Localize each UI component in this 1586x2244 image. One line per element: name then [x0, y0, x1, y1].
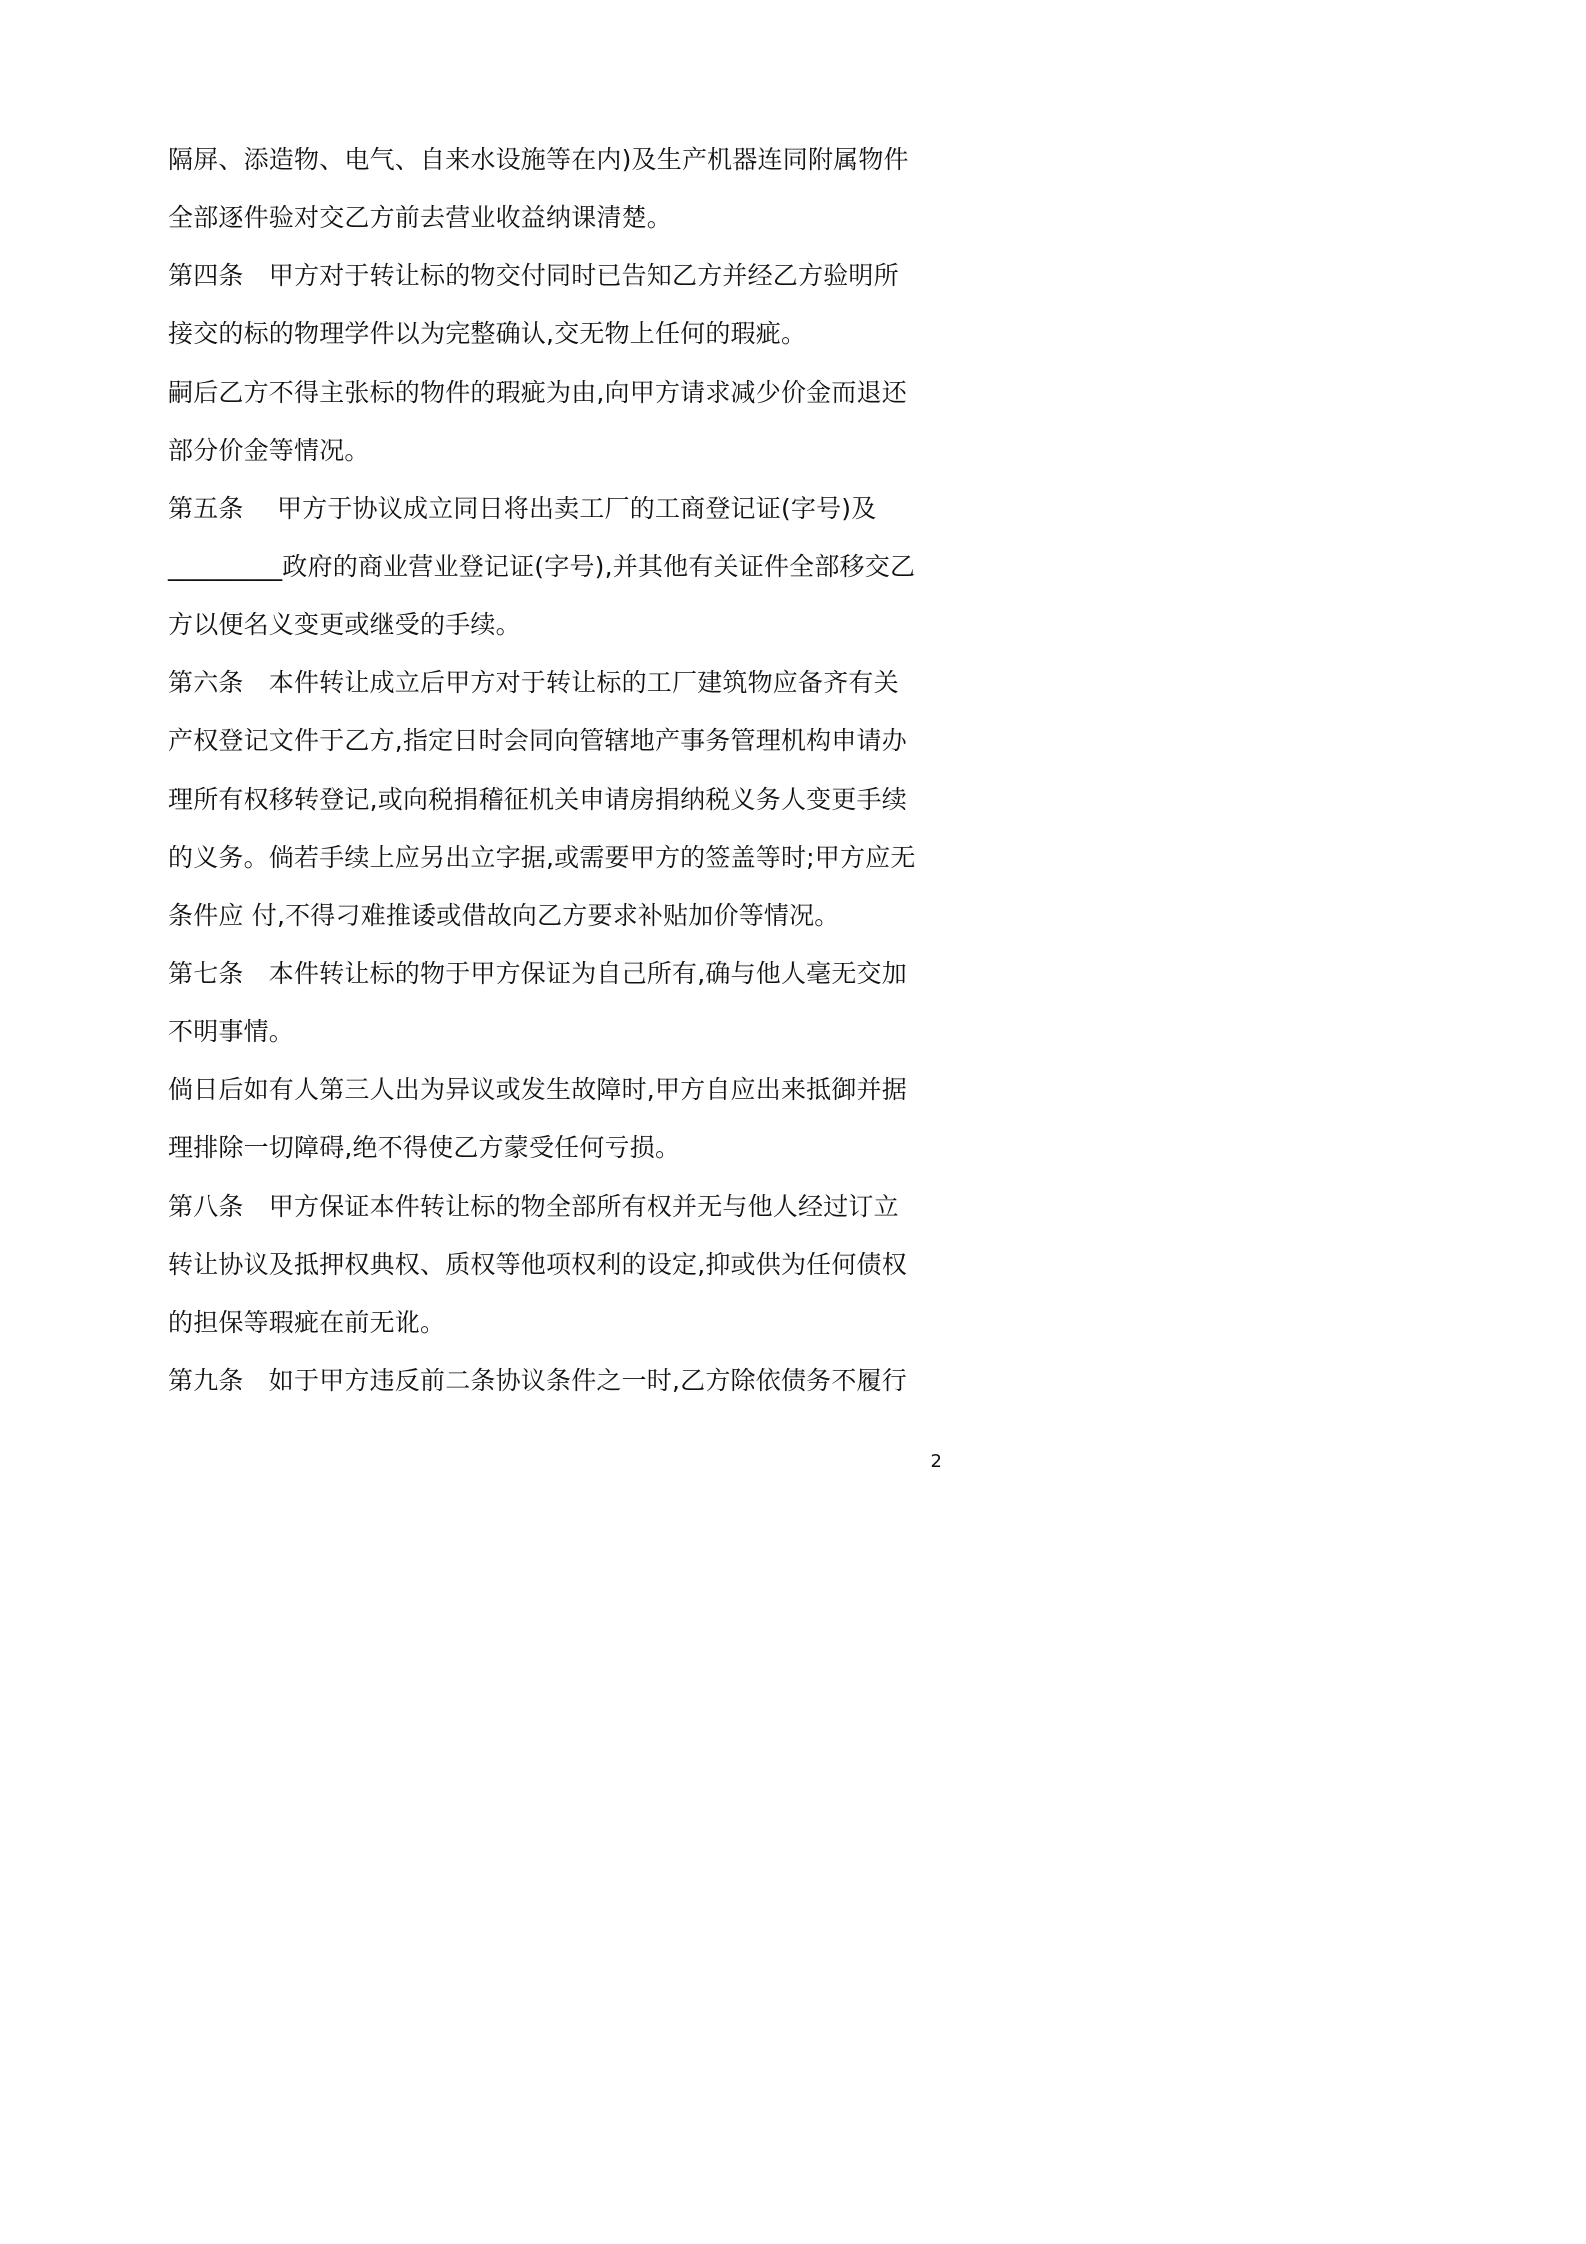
text-line: 理排除一切障碍,绝不得使乙方蒙受任何亏损。 [168, 1133, 681, 1163]
document-page [0, 0, 1100, 1556]
text-line: 转让协议及抵押权典权、质权等他项权利的设定,抑或供为任何债权 [168, 1249, 907, 1279]
article-9-line: 第九条 如于甲方违反前二条协议条件之一时,乙方除依债务不履行 [168, 1365, 907, 1395]
text-line: 嗣后乙方不得主张标的物件的瑕疵为由,向甲方请求减少价金而退还 [168, 377, 907, 407]
text-line: 接交的标的物理学件以为完整确认,交无物上任何的瑕疵。 [168, 319, 807, 349]
text-line: 产权登记文件于乙方,指定日时会同向管辖地产事务管理机构申请办 [168, 726, 907, 756]
text-line: 条件应 付,不得刁难推诿或借故向乙方要求补贴加价等情况。 [168, 900, 840, 930]
article-7-line: 第七条 本件转让标的物于甲方保证为自己所有,确与他人毫无交加 [168, 958, 907, 988]
text-line: 全部逐件验对交乙方前去营业收益纳课清楚。 [168, 203, 673, 233]
text-line: 的担保等瑕疵在前无讹。 [168, 1307, 446, 1337]
article-4-line: 第四条 甲方对于转让标的物交付同时已告知乙方并经乙方验明所 [168, 261, 899, 291]
text-line: 的义务。倘若手续上应另出立字据,或需要甲方的签盖等时;甲方应无 [168, 842, 916, 872]
text-line: 隔屏、添造物、电气、自来水设施等在内)及生产机器连同附属物件 [168, 145, 909, 174]
text-line: 理所有权移转登记,或向税捐稽征机关申请房捐纳税义务人变更手续 [168, 784, 907, 814]
text-line: _________政府的商业营业登记证(字号),并其他有关证件全部移交乙 [168, 551, 916, 581]
article-8-line: 第八条 甲方保证本件转让标的物全部所有权并无与他人经过订立 [168, 1191, 899, 1221]
text-line: 倘日后如有人第三人出为异议或发生故障时,甲方自应出来抵御并据 [168, 1075, 907, 1105]
text-line: 不明事情。 [168, 1017, 295, 1047]
article-6-line: 第六条 本件转让成立后甲方对于转让标的工厂建筑物应备齐有关 [168, 668, 899, 698]
page-number: 2 [930, 1451, 942, 1472]
article-5-line: 第五条 甲方于协议成立同日将出卖工厂的工商登记证(字号)及 [168, 493, 877, 523]
text-line: 部分价金等情况。 [168, 435, 370, 465]
text-line: 方以便名义变更或继受的手续。 [168, 610, 521, 640]
document-body [168, 138, 948, 1417]
